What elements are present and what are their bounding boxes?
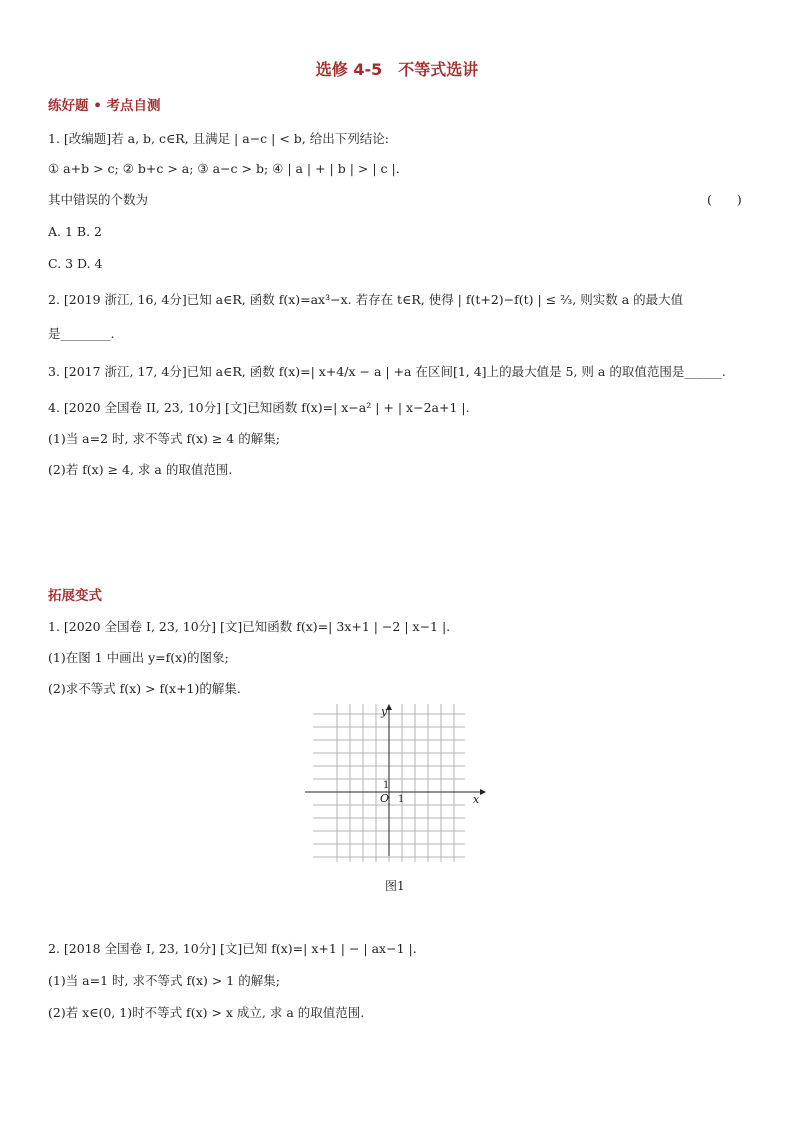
extension-problem-2-part-2: (2)若 x∈(0, 1)时不等式 f(x) > x 成立, 求 a 的取值范围.: [48, 1005, 365, 1020]
extension-problem-1-part-2: (2)求不等式 f(x) > f(x+1)的解集.: [48, 681, 241, 696]
problem-1-question: 其中错误的个数为: [48, 192, 149, 207]
problem-4-part-2: (2)若 f(x) ≥ 4, 求 a 的取值范围.: [48, 462, 233, 477]
x-tick-label-1: 1: [398, 794, 405, 805]
y-axis-label: y: [381, 705, 388, 718]
page-title: 选修 4-5 不等式选讲: [315, 60, 479, 79]
extension-problem-2-part-1: (1)当 a=1 时, 求不等式 f(x) > 1 的解集;: [48, 973, 280, 988]
extension-problem-1-part-1: (1)在图 1 中画出 y=f(x)的图象;: [48, 650, 229, 665]
section-heading-extension: 拓展变式: [48, 588, 102, 604]
problem-4-stem: 4. [2020 全国卷 II, 23, 10分] [文]已知函数 f(x)=| x−a² | + | x−2a+1 |.: [48, 400, 470, 415]
problem-4-part-1: (1)当 a=2 时, 求不等式 f(x) ≥ 4 的解集;: [48, 431, 280, 446]
problem-2-stem: 2. [2019 浙江, 16, 4分]已知 a∈R, 函数 f(x)=ax³−x. 若存在 t∈R, 使得 | f(t+2)−f(t) | ≤ ⅔, 则实数 a 的最大值: [48, 292, 684, 307]
section-heading-practice: 练好题 • 考点自测: [48, 98, 161, 114]
y-tick-label-1: 1: [383, 780, 390, 791]
extension-problem-2-stem: 2. [2018 全国卷 I, 23, 10分] [文]已知 f(x)=| x+1 | − | ax−1 |.: [48, 941, 417, 956]
coordinate-grid-figure: [300, 702, 490, 862]
problem-1-options-ab: A. 1 B. 2: [48, 224, 102, 239]
problem-1-stem: 1. [改编题]若 a, b, c∈R, 且满足 | a−c | < b, 给出下列结论:: [48, 131, 389, 146]
problem-2-blank: 是________.: [48, 326, 115, 341]
figure-caption: 图1: [385, 879, 405, 893]
origin-label: O: [380, 792, 390, 805]
problem-1-options-cd: C. 3 D. 4: [48, 256, 103, 271]
extension-problem-1-stem: 1. [2020 全国卷 I, 23, 10分] [文]已知函数 f(x)=| 3x+1 | −2 | x−1 |.: [48, 619, 451, 634]
answer-parentheses: ( ): [707, 192, 742, 207]
problem-1-statements: ① a+b > c; ② b+c > a; ③ a−c > b; ④ | a | + | b | > | c |.: [48, 161, 400, 176]
x-axis-arrow: [480, 789, 486, 795]
x-axis-label: x: [473, 793, 480, 806]
problem-3-stem: 3. [2017 浙江, 17, 4分]已知 a∈R, 函数 f(x)=| x+4/x − a | +a 在区间[1, 4]上的最大值是 5, 则 a 的取值范围是______.: [48, 364, 726, 379]
